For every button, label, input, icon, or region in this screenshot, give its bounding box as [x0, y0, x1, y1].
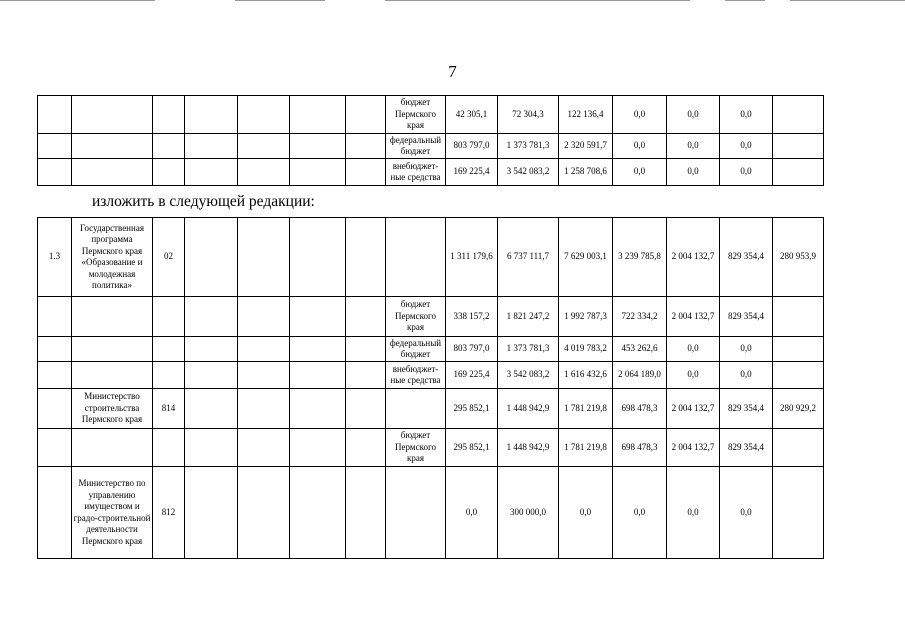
cell-value: 2 320 591,7	[559, 134, 613, 159]
cell-value: 722 334,2	[613, 297, 667, 337]
cell-value: 2 004 132,7	[667, 297, 720, 337]
cell-empty	[185, 218, 238, 297]
cell-source	[386, 218, 446, 297]
cell-value	[773, 429, 824, 467]
cell-empty	[346, 218, 386, 297]
table-row	[38, 362, 824, 389]
cell-value: 803 797,0	[446, 337, 498, 362]
cell-name	[72, 297, 153, 337]
cell-value: 698 478,3	[613, 429, 667, 467]
cell-empty	[346, 467, 386, 559]
cell-name	[72, 134, 153, 159]
cell-value: 2 004 132,7	[667, 389, 720, 429]
cell-value: 7 629 003,1	[559, 218, 613, 297]
cell-empty	[185, 389, 238, 429]
table-row	[38, 297, 824, 337]
cell-empty	[185, 96, 238, 134]
cell-empty	[290, 429, 346, 467]
cell-code	[153, 429, 185, 467]
cell-number	[38, 362, 72, 389]
cell-empty	[238, 159, 290, 186]
cell-name: Государственная программа Пермского края «Образование и молодежная политика»	[72, 218, 153, 297]
cell-value: 2 004 132,7	[667, 218, 720, 297]
cell-value: 1 781 219,8	[559, 389, 613, 429]
cell-value: 4 019 783,2	[559, 337, 613, 362]
cell-source: внебюджет-ные средства	[386, 362, 446, 389]
cell-code	[153, 362, 185, 389]
cell-empty	[185, 159, 238, 186]
cell-value: 0,0	[720, 134, 773, 159]
table-row	[38, 159, 824, 186]
cell-code	[153, 297, 185, 337]
amendment-caption: изложить в следующей редакции:	[92, 193, 315, 210]
cell-number	[38, 297, 72, 337]
cell-value: 1 311 179,6	[446, 218, 498, 297]
cell-value: 1 448 942,9	[498, 429, 559, 467]
cell-empty	[185, 362, 238, 389]
cell-number	[38, 159, 72, 186]
cell-code: 812	[153, 467, 185, 559]
cell-value: 0,0	[720, 96, 773, 134]
cell-source	[386, 467, 446, 559]
cell-value: 1 373 781,3	[498, 337, 559, 362]
cell-value: 122 136,4	[559, 96, 613, 134]
cell-name	[72, 159, 153, 186]
cell-value	[773, 467, 824, 559]
cell-empty	[238, 96, 290, 134]
cell-number	[38, 467, 72, 559]
cell-source: федеральный бюджет	[386, 337, 446, 362]
cell-empty	[290, 218, 346, 297]
cell-value: 3 542 083,2	[498, 159, 559, 186]
cell-value: 2 064 189,0	[613, 362, 667, 389]
cell-value: 0,0	[667, 362, 720, 389]
cell-source: бюджет Пермского края	[386, 96, 446, 134]
cell-empty	[290, 337, 346, 362]
table-row	[38, 389, 824, 429]
cell-code	[153, 337, 185, 362]
cell-value: 829 354,4	[720, 429, 773, 467]
cell-empty	[346, 159, 386, 186]
cell-value: 280 953,9	[773, 218, 824, 297]
cell-value: 295 852,1	[446, 429, 498, 467]
cell-value: 1 258 708,6	[559, 159, 613, 186]
top-edge-line	[0, 0, 155, 1]
cell-value: 3 239 785,8	[613, 218, 667, 297]
cell-number	[38, 134, 72, 159]
cell-empty	[185, 297, 238, 337]
table-row	[38, 467, 824, 559]
cell-value: 295 852,1	[446, 389, 498, 429]
table-row	[38, 337, 824, 362]
cell-value: 2 004 132,7	[667, 429, 720, 467]
cell-value: 0,0	[613, 96, 667, 134]
cell-value: 0,0	[720, 337, 773, 362]
budget-table-new-edition	[37, 217, 824, 559]
budget-table-previous	[37, 95, 824, 186]
cell-empty	[238, 337, 290, 362]
cell-value: 1 781 219,8	[559, 429, 613, 467]
cell-value: 803 797,0	[446, 134, 498, 159]
cell-value: 0,0	[613, 134, 667, 159]
cell-empty	[346, 337, 386, 362]
cell-value: 829 354,4	[720, 389, 773, 429]
cell-value: 72 304,3	[498, 96, 559, 134]
cell-source	[386, 389, 446, 429]
cell-value: 829 354,4	[720, 297, 773, 337]
cell-empty	[290, 467, 346, 559]
cell-value: 0,0	[613, 159, 667, 186]
table-row	[38, 429, 824, 467]
cell-empty	[290, 96, 346, 134]
cell-value: 338 157,2	[446, 297, 498, 337]
cell-empty	[238, 362, 290, 389]
cell-value: 453 262,6	[613, 337, 667, 362]
cell-empty	[346, 297, 386, 337]
top-edge-line	[235, 0, 325, 1]
cell-empty	[185, 429, 238, 467]
cell-name: Министерство по управлению имуществом и градо-строительной деятельности Пермского края	[72, 467, 153, 559]
cell-code	[153, 159, 185, 186]
top-edge-line	[725, 0, 765, 1]
cell-code	[153, 96, 185, 134]
cell-value: 169 225,4	[446, 362, 498, 389]
cell-value: 6 737 111,7	[498, 218, 559, 297]
cell-value	[773, 362, 824, 389]
cell-source: бюджет Пермского края	[386, 297, 446, 337]
cell-value	[773, 337, 824, 362]
cell-empty	[185, 134, 238, 159]
cell-value: 0,0	[667, 337, 720, 362]
cell-value: 0,0	[559, 467, 613, 559]
top-edge-line	[790, 0, 905, 1]
cell-value: 0,0	[446, 467, 498, 559]
cell-value: 1 992 787,3	[559, 297, 613, 337]
cell-value: 0,0	[667, 467, 720, 559]
cell-value: 42 305,1	[446, 96, 498, 134]
cell-name: Министерство строительства Пермского края	[72, 389, 153, 429]
cell-name	[72, 337, 153, 362]
cell-value: 1 373 781,3	[498, 134, 559, 159]
cell-value: 300 000,0	[498, 467, 559, 559]
cell-value: 0,0	[720, 467, 773, 559]
cell-empty	[185, 467, 238, 559]
cell-empty	[346, 134, 386, 159]
cell-name	[72, 429, 153, 467]
cell-value: 0,0	[720, 362, 773, 389]
cell-code: 814	[153, 389, 185, 429]
cell-empty	[346, 429, 386, 467]
cell-value: 1 448 942,9	[498, 389, 559, 429]
table-row	[38, 218, 824, 297]
cell-value	[773, 159, 824, 186]
cell-empty	[346, 96, 386, 134]
cell-name	[72, 96, 153, 134]
cell-code: 02	[153, 218, 185, 297]
cell-empty	[290, 134, 346, 159]
cell-empty	[290, 362, 346, 389]
table-row	[38, 134, 824, 159]
cell-empty	[346, 389, 386, 429]
cell-value	[773, 297, 824, 337]
cell-value: 3 542 083,2	[498, 362, 559, 389]
cell-number	[38, 389, 72, 429]
cell-value: 169 225,4	[446, 159, 498, 186]
cell-number	[38, 429, 72, 467]
cell-value: 0,0	[667, 134, 720, 159]
cell-number	[38, 337, 72, 362]
cell-number: 1.3	[38, 218, 72, 297]
cell-number	[38, 96, 72, 134]
cell-source: федеральный бюджет	[386, 134, 446, 159]
cell-code	[153, 134, 185, 159]
cell-value: 280 929,2	[773, 389, 824, 429]
top-edge-line	[385, 0, 690, 1]
cell-source: внебюджет-ные средства	[386, 159, 446, 186]
cell-empty	[238, 297, 290, 337]
table-row	[38, 96, 824, 134]
cell-value: 1 616 432,6	[559, 362, 613, 389]
cell-empty	[185, 337, 238, 362]
cell-empty	[290, 297, 346, 337]
cell-value	[773, 96, 824, 134]
cell-empty	[238, 134, 290, 159]
cell-value	[773, 134, 824, 159]
cell-value: 0,0	[613, 467, 667, 559]
cell-value: 0,0	[667, 96, 720, 134]
cell-value: 0,0	[720, 159, 773, 186]
cell-value: 698 478,3	[613, 389, 667, 429]
cell-value: 0,0	[667, 159, 720, 186]
cell-empty	[238, 218, 290, 297]
cell-empty	[290, 159, 346, 186]
cell-empty	[238, 467, 290, 559]
cell-empty	[290, 389, 346, 429]
cell-source: бюджет Пермского края	[386, 429, 446, 467]
cell-value: 829 354,4	[720, 218, 773, 297]
cell-empty	[346, 362, 386, 389]
cell-value: 1 821 247,2	[498, 297, 559, 337]
cell-empty	[238, 429, 290, 467]
page-number: 7	[448, 62, 457, 81]
cell-empty	[238, 389, 290, 429]
cell-name	[72, 362, 153, 389]
